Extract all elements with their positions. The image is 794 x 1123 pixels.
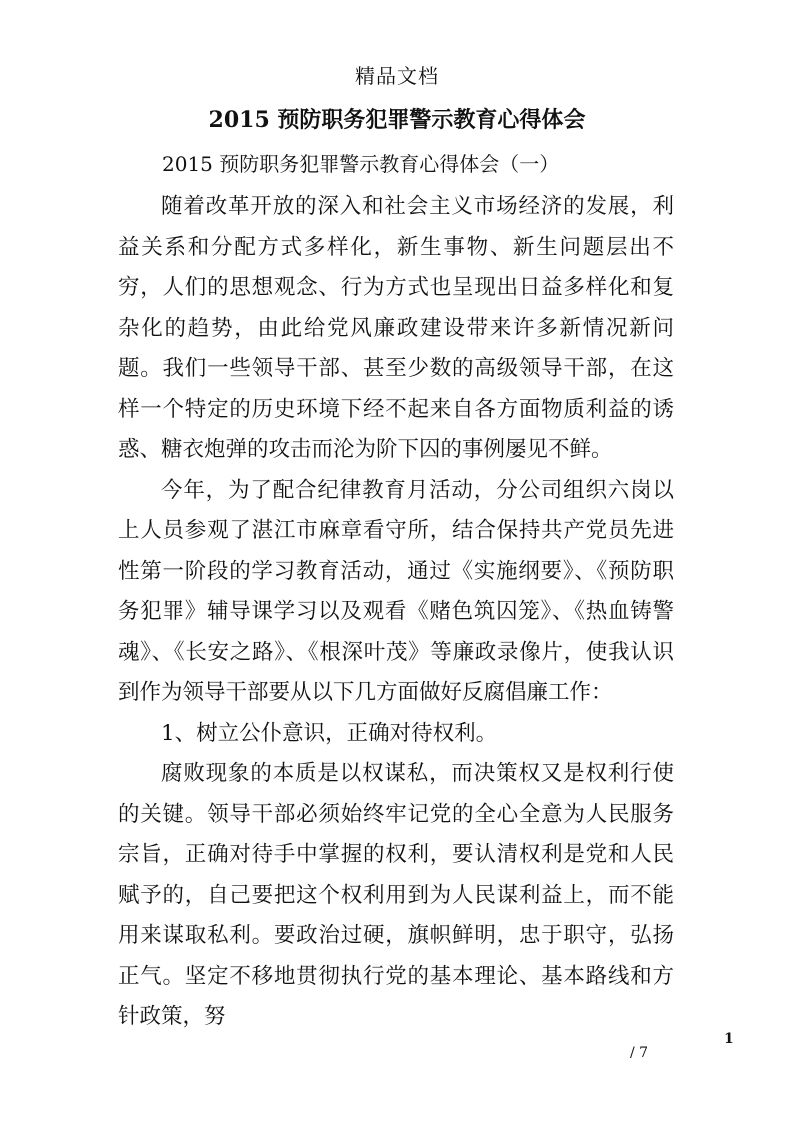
paragraph: 今年，为了配合纪律教育月活动，分公司组织六岗以上人员参观了湛江市麻章看守所，结合保持共产党员先进性第一阶段的学习教育活动，通过《实施纲要》、《预防职务犯罪》辅导课学习以及观看《赌色筑囚笼》、《热血铸警魂》、《长安之路》、《根深叶茂》等廉政录像片，使我认识到作为领导干部要从以下几方面做好反腐倡廉工作：	[118, 477, 674, 705]
document-subtitle: 2015 预防职务犯罪警示教育心得体会（一）	[162, 152, 560, 176]
document-title: 2015 预防职务犯罪警示教育心得体会	[208, 107, 586, 133]
header-text: 精品文档	[355, 64, 439, 88]
page-number: 1	[724, 1031, 734, 1047]
page-total: / 7	[630, 1045, 649, 1061]
paragraph: 腐败现象的本质是以权谋私，而决策权又是权利行使的关键。领导干部必须始终牢记党的全心全意为人民服务宗旨，正确对待手中掌握的权利，要认清权利是党和人民赋予的，自己要把这个权利用到为人民谋利益上，而不能用来谋取私利。要政治过硬，旗帜鲜明，忠于职守，弘扬正气。坚定不移地贯彻执行党的基本理论、基本路线和方针政策，努	[118, 761, 674, 1029]
paragraph: 1、树立公仆意识，正确对待权利。	[161, 720, 498, 746]
body-text	[118, 187, 674, 1038]
paragraph: 随着改革开放的深入和社会主义市场经济的发展，利益关系和分配方式多样化，新生事物、新生问题层出不穷，人们的思想观念、行为方式也呈现出日益多样化和复杂化的趋势，由此给党风廉政建设带来许多新情况新问题。我们一些领导干部、甚至少数的高级领导干部，在这样一个特定的历史环境下经不起来自各方面物质利益的诱惑、糖衣炮弹的攻击而沦为阶下囚的事例屡见不鲜。	[118, 194, 674, 462]
